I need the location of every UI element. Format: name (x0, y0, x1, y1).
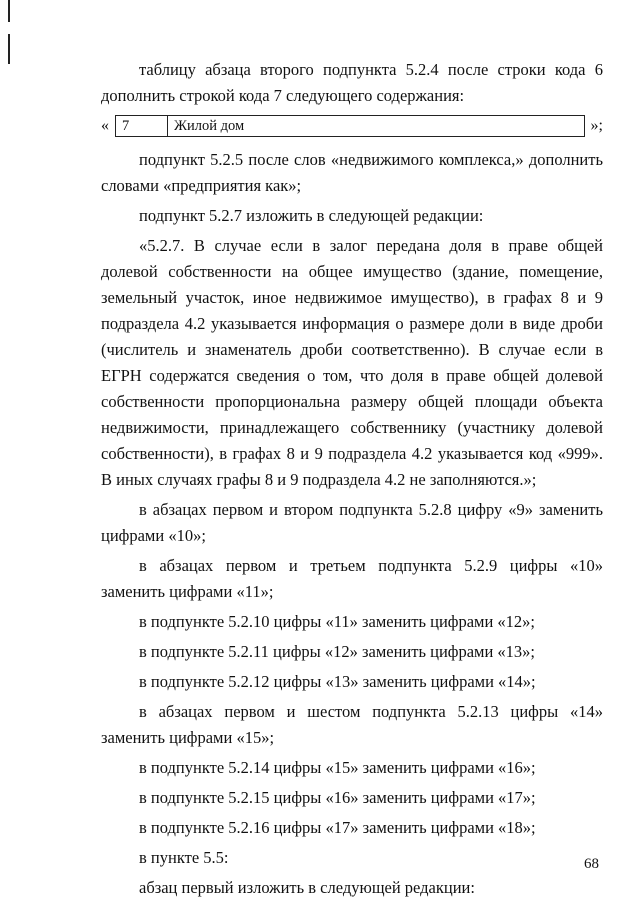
margin-mark-top (8, 0, 10, 22)
inserted-table-row (101, 113, 603, 139)
paragraph-5-2-7-text: «5.2.7. В случае если в залог передана доля в праве общей долевой собственности на общее имущество (здание, помещение, земельный участок, иное недвижимое имущество), в графах 8 и 9 подраздела 4.2 указывается информация о размере доли в виде дроби (числитель и знаменатель дроби соответственно). В случае если в ЕГРН содержатся сведения о том, что доля в праве общей долевой собственности пропорциональна размеру общей площади объекта недвижимости, принадлежащего собственнику (участнику долевой собственности), в графах 8 и 9 подраздела 4.2 указывается код «999». В иных случаях графы 8 и 9 подраздела 4.2 не заполняются.»; (101, 236, 603, 489)
open-quote: « (101, 117, 109, 134)
paragraph-5-2-14: в подпункте 5.2.14 цифры «15» заменить цифрами «16»; (139, 758, 536, 777)
document-body (101, 57, 603, 905)
paragraph-5-2-16: в подпункте 5.2.16 цифры «17» заменить цифрами «18»; (139, 818, 536, 837)
paragraph-5-2-12: в подпункте 5.2.12 цифры «13» заменить цифрами «14»; (139, 672, 536, 691)
margin-mark-lower (8, 34, 10, 64)
inserted-row-table (115, 115, 585, 137)
paragraph-5-5-intro: в пункте 5.5: (139, 848, 229, 867)
paragraph-5-2-13: в абзацах первом и шестом подпункта 5.2.13 цифры «14» заменить цифрами «15»; (101, 702, 603, 747)
row-code-cell: 7 (116, 116, 168, 136)
paragraph-5-2-5: подпункт 5.2.5 после слов «недвижимого комплекса,» дополнить словами «предприятия как»; (101, 150, 603, 195)
paragraph-5-2-8: в абзацах первом и втором подпункта 5.2.8 цифру «9» заменить цифрами «10»; (101, 500, 603, 545)
paragraph-5-2-7-intro: подпункт 5.2.7 изложить в следующей редакции: (139, 206, 484, 225)
paragraph-table-amendment: таблицу абзаца второго подпункта 5.2.4 после строки кода 6 дополнить строкой кода 7 следующего содержания: (101, 60, 603, 105)
paragraph-first-abzac: абзац первый изложить в следующей редакции: (139, 878, 475, 897)
row-name-cell: Жилой дом (173, 118, 245, 134)
close-quote: »; (590, 117, 603, 134)
paragraph-5-2-11: в подпункте 5.2.11 цифры «12» заменить цифрами «13»; (139, 642, 536, 661)
page-number: 68 (584, 856, 599, 872)
paragraph-5-2-10: в подпункте 5.2.10 цифры «11» заменить цифрами «12»; (139, 612, 536, 631)
paragraph-5-2-15: в подпункте 5.2.15 цифры «16» заменить цифрами «17»; (139, 788, 536, 807)
paragraph-5-2-9: в абзацах первом и третьем подпункта 5.2.9 цифры «10» заменить цифрами «11»; (101, 556, 603, 601)
